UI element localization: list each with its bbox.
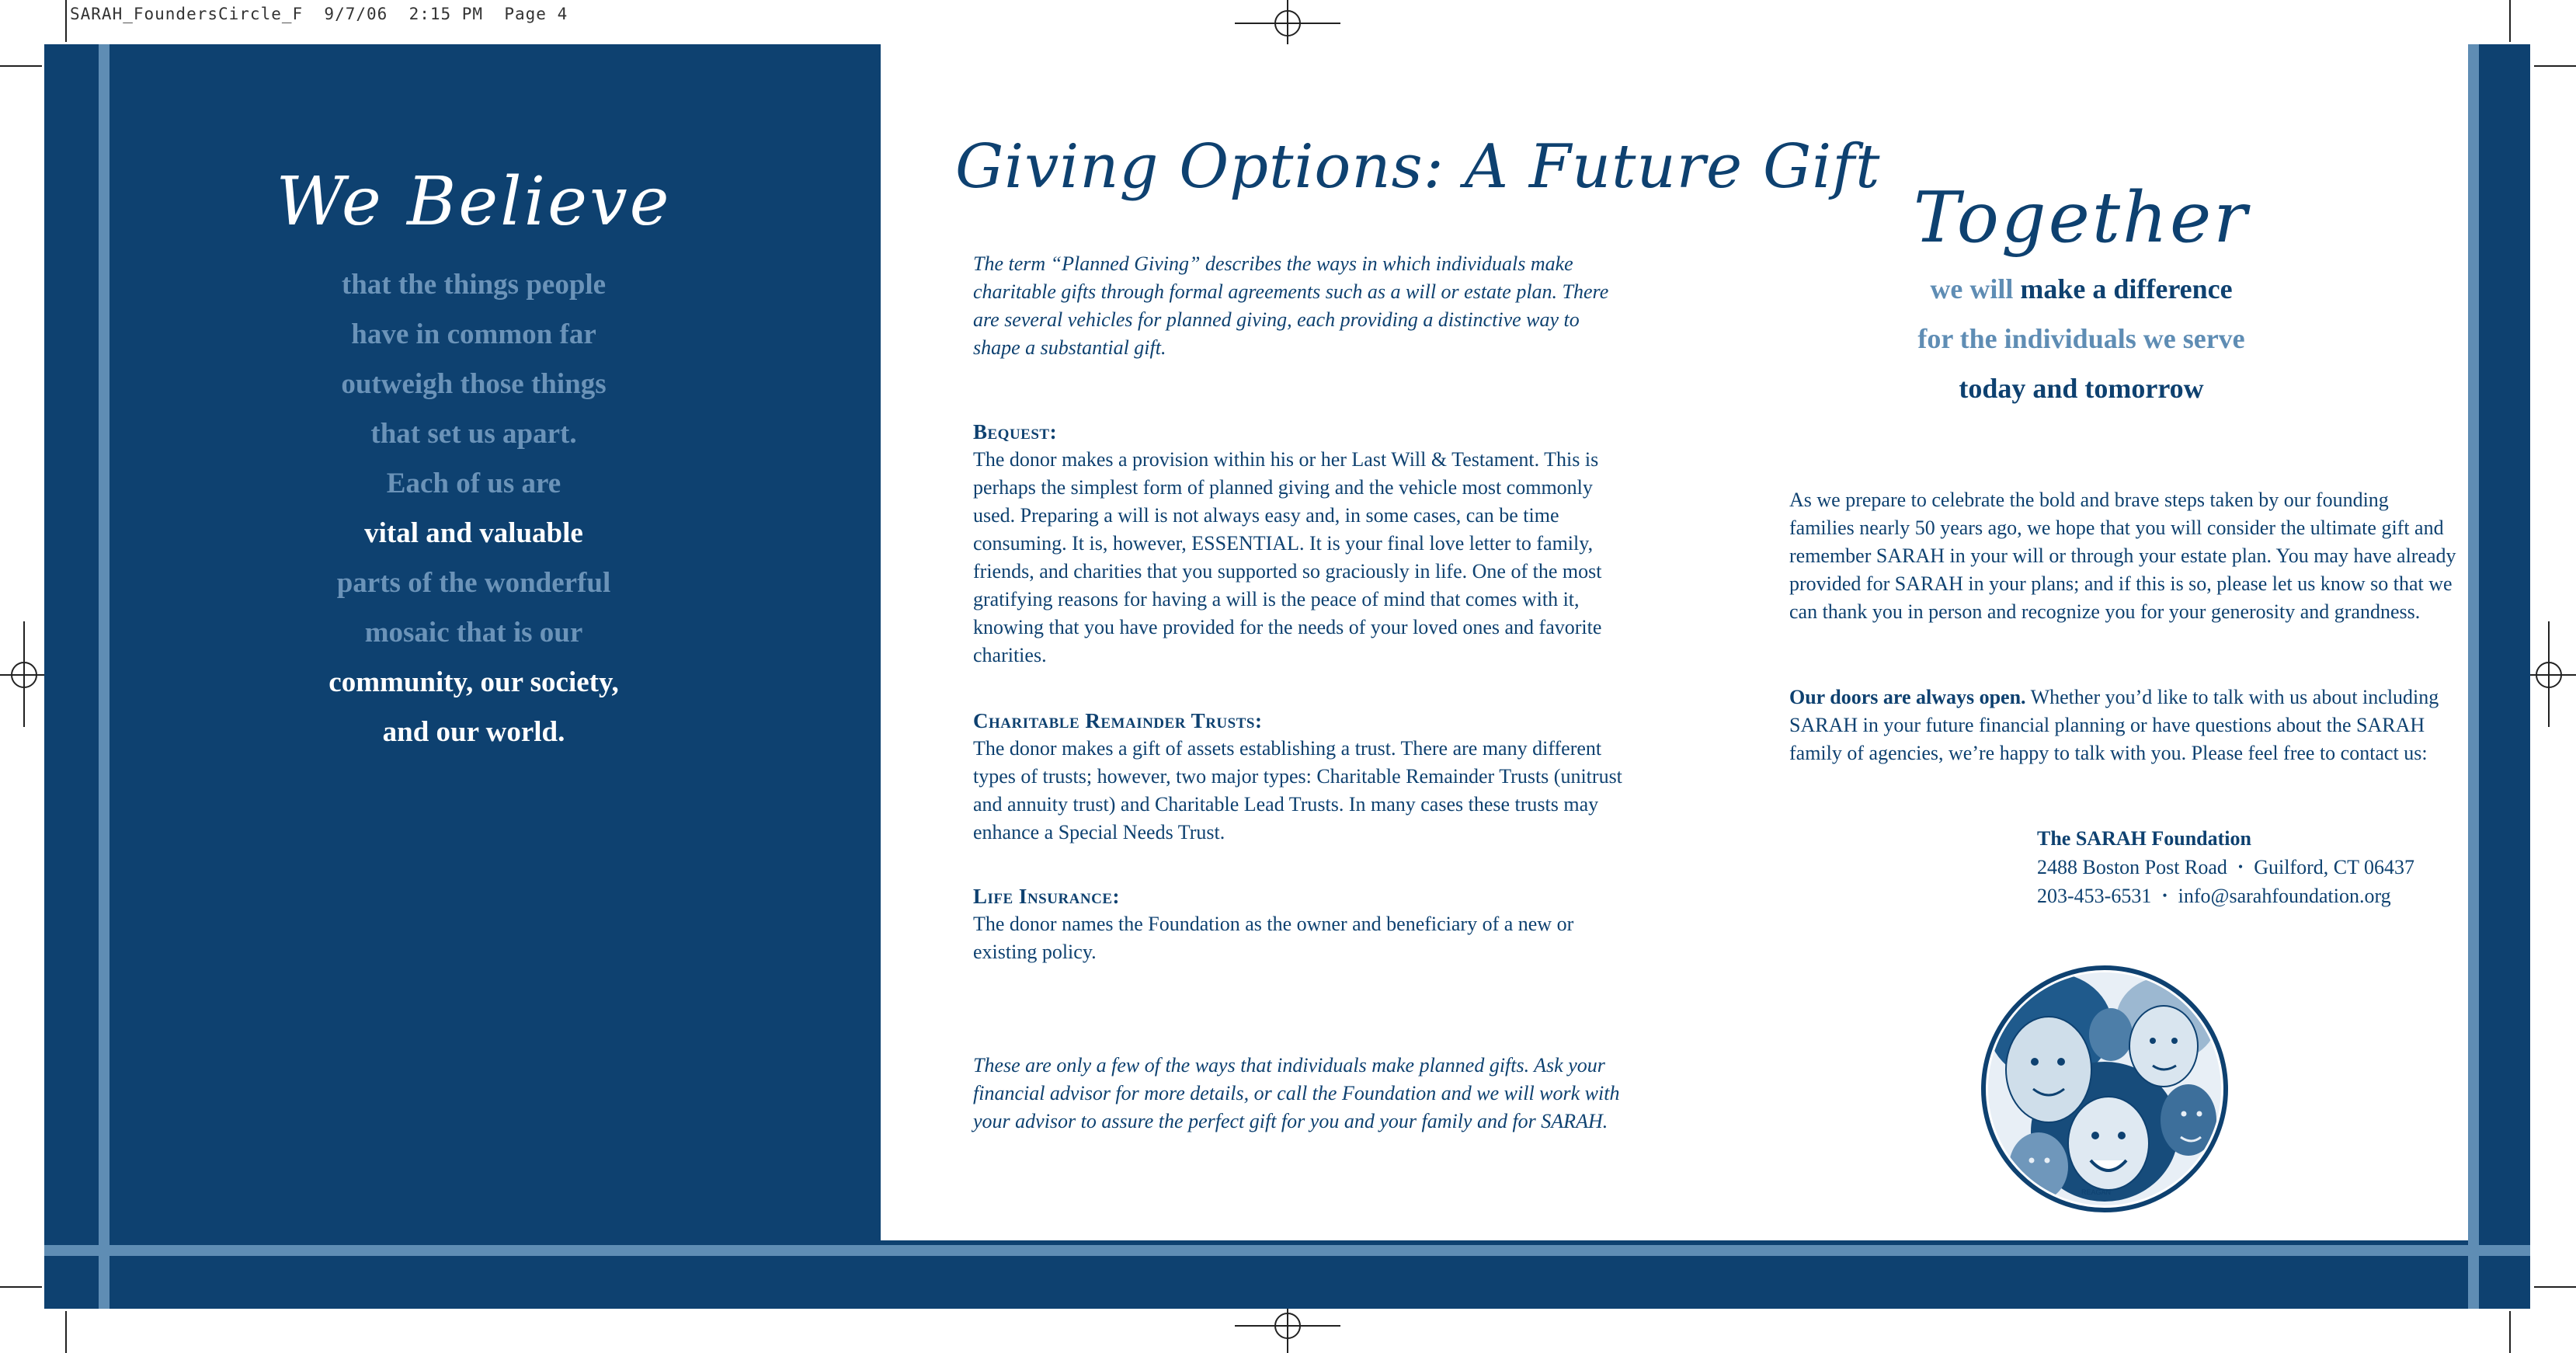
believe-line: that the things people xyxy=(341,269,607,301)
artist-signature: REAGAN xyxy=(2081,1188,2112,1196)
celebration-paragraph: As we prepare to celebrate the bold and brave steps taken by our founding families nearly 50 years ago, we hope that you will consider the ultimate gift and remember SARAH in your will or through your estate plan. You may have already provided for SARAH in your plans; and if this is so, please let us know so that we can thank you in person and recognize you for your generosity and grandness. xyxy=(1789,489,2456,623)
together-title: Together xyxy=(1913,177,2250,259)
believe-statement xyxy=(124,260,823,757)
doors-open-lead: Our doors are always open. xyxy=(1789,686,2026,708)
believe-line: mosaic that is our xyxy=(364,617,583,649)
bottom-horizontal-stripe xyxy=(44,1245,2530,1256)
believe-line: outweigh those things xyxy=(341,368,607,400)
closing-note: These are only a few of the ways that individuals make planned gifts. Ask your financial advisor for more details, or call the Foundation and we will work with your advisor to assure the perfect gift for you and your family and for SARAH. xyxy=(973,1054,1620,1132)
tagline-we-will: we will xyxy=(1930,273,2014,304)
foundation-name: The SARAH Foundation xyxy=(2037,827,2251,850)
believe-line-highlight: and our world. xyxy=(382,716,565,748)
address-line xyxy=(2037,853,2414,882)
believe-line: that set us apart. xyxy=(370,418,577,450)
life-insurance-heading: Life Insurance: xyxy=(973,885,1120,908)
separator-bullet: • xyxy=(2237,859,2244,875)
street-address: 2488 Boston Post Road xyxy=(2037,856,2227,878)
charitable-remainder-trusts-section xyxy=(973,707,1625,847)
we-believe-title: We Believe xyxy=(276,163,672,241)
tagline-line-2: for the individuals we serve xyxy=(1917,323,2245,354)
giving-options-title: Giving Options: A Future Gift xyxy=(955,132,1881,202)
phone-email-line xyxy=(2037,882,2414,910)
planned-giving-intro: The term “Planned Giving” describes the ways in which individuals make charitable gifts through formal agreements such as a will or estate plan. There are several vehicles for planned giving, each providing a distinctive way to shape a substantial gift. xyxy=(973,252,1609,359)
contact-block xyxy=(2037,825,2414,910)
left-vertical-stripe xyxy=(99,44,110,1309)
crt-body: The donor makes a gift of assets establishing a trust. There are many different types of trusts; however, two major types: Charitable Remainder Trusts (unitrust and annuity trust) and Charitable Lead Trusts. In many cases these trusts may enhance a Special Needs Trust. xyxy=(973,737,1622,843)
printer-slug: SARAH_FoundersCircle_F 9/7/06 2:15 PM Page 4 xyxy=(70,5,568,23)
separator-bullet: • xyxy=(2162,888,2168,903)
bequest-section xyxy=(973,418,1625,670)
life-insurance-body: The donor names the Foundation as the owner and beneficiary of a new or existing policy. xyxy=(973,913,1574,963)
right-vertical-stripe xyxy=(2468,44,2479,1309)
email-address[interactable]: info@sarahfoundation.org xyxy=(2178,885,2391,907)
tagline-line-3: today and tomorrow xyxy=(1959,373,2204,404)
doors-open-text: Whether you’d like to talk with us about including SARAH in your future financial planning or have questions about the SARAH family of agencies, we’re happy to talk with you. Please feel free to contact us: xyxy=(1789,686,2439,764)
tagline-line-1 xyxy=(1732,264,2431,314)
believe-line: have in common far xyxy=(351,318,596,350)
bequest-body: The donor makes a provision within his or her Last Will & Testament. This is perhaps the simplest form of planned giving and the vehicle most commonly used. Preparing a will is not always easy and, in some cases, can be time consuming. It is, however, ESSENTIAL. It is your final love letter to family, friends, and charities that you supported so graciously in life. One of the most gratifying reasons for having a will is the peace of mind that comes with it, knowing that you have provided for the needs of your loved ones and favorite charities. xyxy=(973,448,1602,666)
tagline-make-a-difference: make a difference xyxy=(2020,273,2233,304)
believe-line-highlight: vital and valuable xyxy=(364,517,583,549)
children-portrait-illustration xyxy=(1980,965,2229,1213)
city-state-zip: Guilford, CT 06437 xyxy=(2254,856,2414,878)
life-insurance-section xyxy=(973,882,1625,966)
bequest-heading: Bequest: xyxy=(973,420,1058,443)
believe-line: Each of us are xyxy=(386,468,561,499)
believe-line-highlight: community, our society, xyxy=(329,666,619,698)
crt-heading: Charitable Remainder Trusts: xyxy=(973,709,1263,732)
believe-line: parts of the wonderful xyxy=(336,567,611,599)
phone-number: 203-453-6531 xyxy=(2037,885,2152,907)
doors-open-paragraph xyxy=(1789,683,2457,767)
